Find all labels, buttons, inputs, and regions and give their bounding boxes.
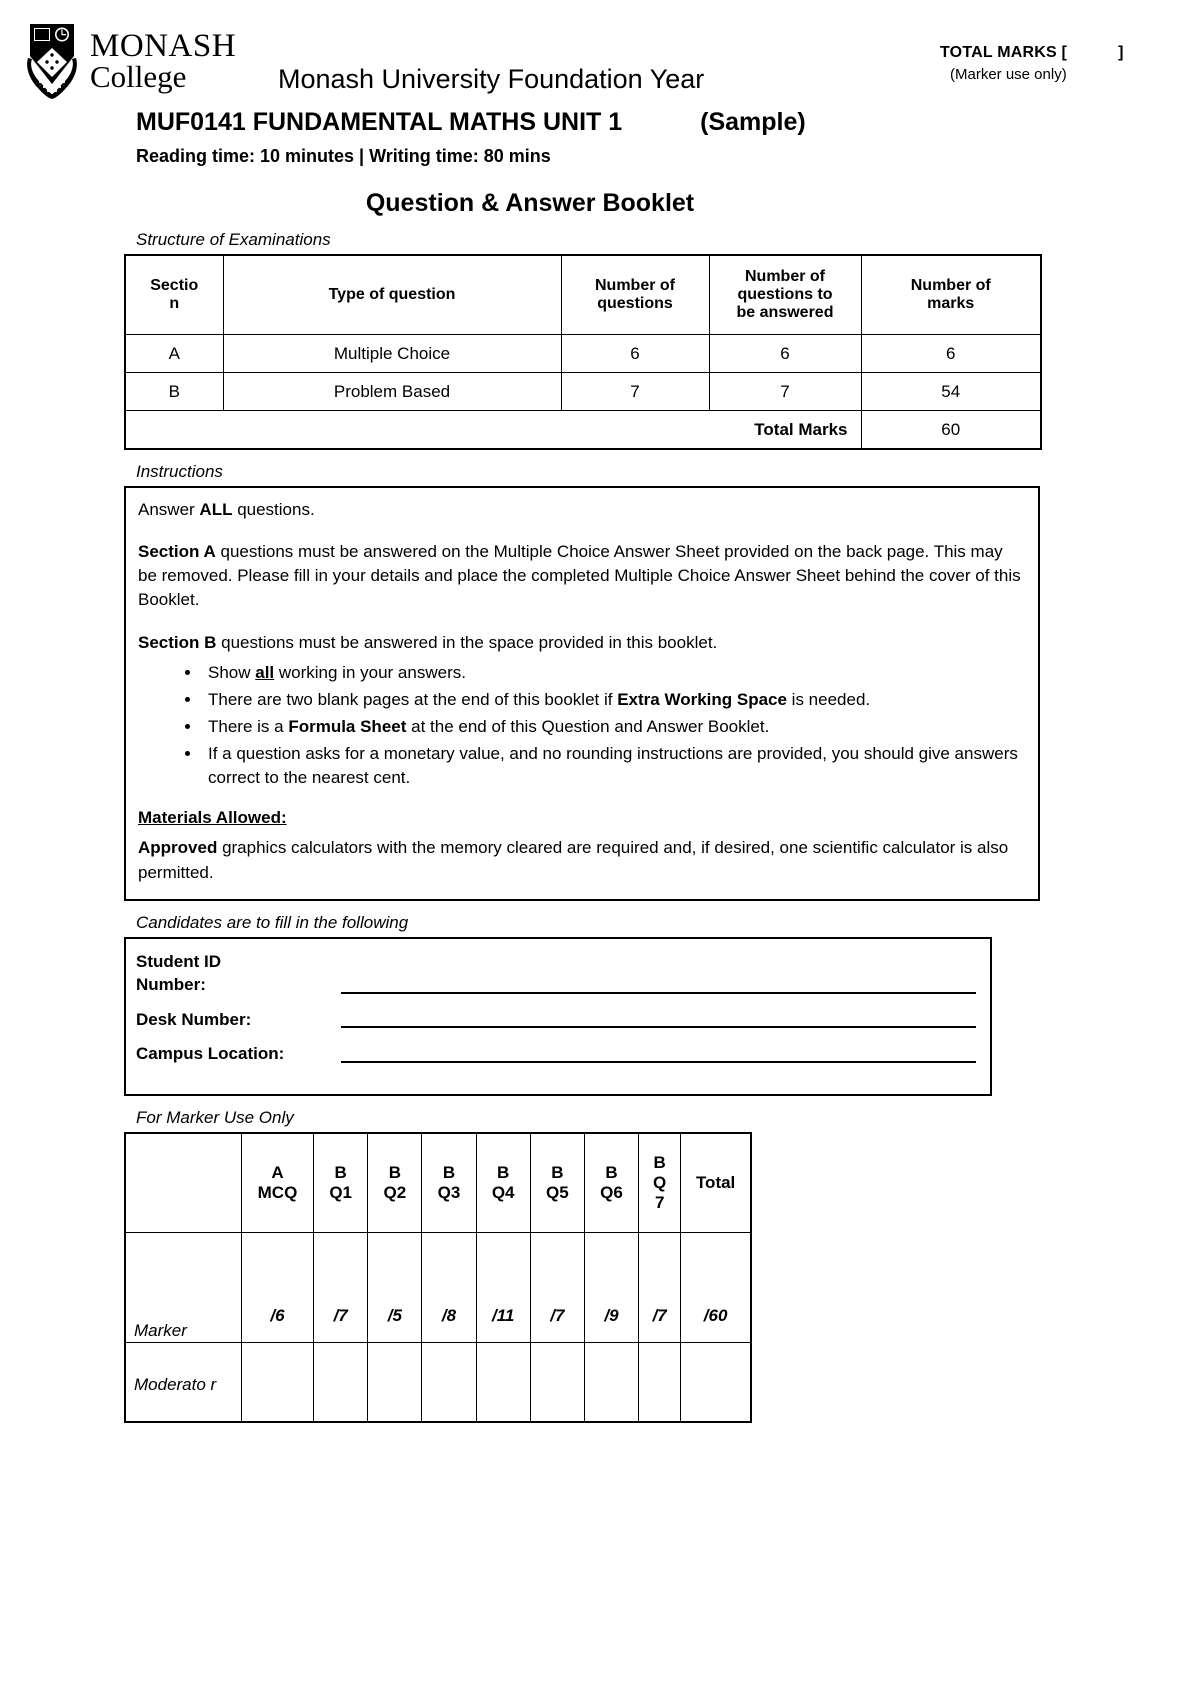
moderator-score-total[interactable] (681, 1343, 751, 1423)
marker-scores-row (125, 1233, 751, 1343)
header-number-of-marks: Number of marks (861, 255, 1041, 335)
header-section-line1: Sectio (150, 277, 199, 294)
instructions-caption: Instructions (136, 462, 223, 481)
cell-num-to-answer: 7 (709, 373, 861, 411)
marker-header-total: Total (681, 1133, 751, 1233)
exam-times: Reading time: 10 minutes | Writing time: 80 mins (136, 146, 551, 166)
total-marks-label-cell: Total Marks (125, 411, 861, 450)
campus-location-input-rule[interactable] (341, 1060, 976, 1063)
structure-of-examinations-table (124, 254, 1042, 450)
faculty-title: Monash University Foundation Year (278, 64, 705, 94)
marker-score-a-mcq[interactable]: /6 (241, 1233, 313, 1343)
instruction-section-a: Section A questions must be answered on the Multiple Choice Answer Sheet provided on the back page. This may be removed. Please fill in your details and place the completed Multiple Choice Answer Sheet behind the cover of this Booklet. (138, 542, 1021, 610)
marker-score-b-q5[interactable]: /7 (530, 1233, 584, 1343)
table-row (125, 373, 1041, 411)
structure-caption: Structure of Examinations (136, 230, 331, 249)
monash-college-logo (24, 22, 264, 100)
candidates-caption: Candidates are to fill in the following (136, 912, 409, 932)
instructions-box (124, 486, 1040, 901)
moderator-score-a-mcq[interactable] (241, 1343, 313, 1423)
instruction-bullets (138, 661, 1026, 791)
field-student-id[interactable] (136, 951, 976, 997)
materials-allowed-text: Approved graphics calculators with the memory cleared are required and, if desired, one scientific calculator is also permitted. (138, 838, 1009, 882)
marker-use-only-note: (Marker use only) (950, 66, 1067, 83)
moderator-score-b-q5[interactable] (530, 1343, 584, 1423)
page-header (0, 0, 1200, 100)
field-desk-number[interactable] (136, 1009, 976, 1032)
marker-score-b-q7[interactable]: /7 (639, 1233, 681, 1343)
campus-location-label: Campus Location: (136, 1044, 285, 1064)
marker-header-a-mcq: A MCQ (241, 1133, 313, 1233)
header-section (125, 255, 223, 335)
title-block (0, 100, 1200, 167)
list-item: • Show all working in your answers. (202, 661, 1026, 685)
marker-row-label: Marker (125, 1233, 241, 1343)
moderator-score-b-q2[interactable] (368, 1343, 422, 1423)
moderator-score-b-q7[interactable] (639, 1343, 681, 1423)
for-marker-use-only-table (124, 1132, 752, 1423)
field-campus-location[interactable] (136, 1043, 976, 1066)
cell-type: Multiple Choice (223, 335, 561, 373)
list-item: • There is a Formula Sheet at the end of this Question and Answer Booklet. (202, 715, 1026, 739)
marker-score-b-q2[interactable]: /5 (368, 1233, 422, 1343)
cell-num-questions: 7 (561, 373, 709, 411)
header-section-line2: n (169, 295, 180, 312)
unit-title: MUF0141 FUNDAMENTAL MATHS UNIT 1 (136, 108, 623, 136)
moderator-score-b-q1[interactable] (314, 1343, 368, 1423)
marker-header-b-q2: B Q2 (368, 1133, 422, 1233)
moderator-row-label: Moderato r (125, 1343, 241, 1423)
total-marks-row (125, 411, 1041, 450)
cell-section: A (125, 335, 223, 373)
booklet-title: Question & Answer Booklet (365, 189, 695, 217)
candidate-details-box (124, 937, 992, 1097)
monash-crest-icon (24, 22, 80, 100)
marker-score-b-q6[interactable]: /9 (584, 1233, 638, 1343)
cell-type: Problem Based (223, 373, 561, 411)
marker-score-total[interactable]: /60 (681, 1233, 751, 1343)
total-marks-value-cell: 60 (861, 411, 1041, 450)
header-number-of-questions: Number of questions (561, 255, 709, 335)
marker-header-b-q4: B Q4 (476, 1133, 530, 1233)
total-marks-label: TOTAL MARKS [ ] (940, 44, 1124, 61)
cell-section: B (125, 373, 223, 411)
list-item: • If a question asks for a monetary value, and no rounding instructions are provided, you should give answers correct to the nearest cent. (202, 742, 1026, 790)
marker-header-b-q7: B Q 7 (639, 1133, 681, 1233)
marker-caption: For Marker Use Only (136, 1108, 294, 1128)
moderator-score-b-q3[interactable] (422, 1343, 476, 1423)
marker-score-b-q3[interactable]: /8 (422, 1233, 476, 1343)
moderator-scores-row (125, 1343, 751, 1423)
logo-monash-text: MONASH (90, 28, 237, 64)
total-marks-block (940, 22, 1160, 83)
sample-tag: (Sample) (700, 108, 806, 136)
list-item: • There are two blank pages at the end of this booklet if Extra Working Space is needed. (202, 688, 1026, 712)
header-questions-to-be-answered: Number of questions to be answered (709, 255, 861, 335)
marker-header-b-q3: B Q3 (422, 1133, 476, 1233)
moderator-score-b-q4[interactable] (476, 1343, 530, 1423)
header-type-of-question: Type of question (223, 255, 561, 335)
materials-allowed-heading: Materials Allowed: (138, 808, 287, 828)
marker-header-b-q6: B Q6 (584, 1133, 638, 1233)
marker-header-b-q1: B Q1 (314, 1133, 368, 1233)
table-header-row (125, 255, 1041, 335)
marker-score-b-q4[interactable]: /11 (476, 1233, 530, 1343)
cell-marks: 6 (861, 335, 1041, 373)
marker-header-blank (125, 1133, 241, 1233)
moderator-score-b-q6[interactable] (584, 1343, 638, 1423)
marker-header-b-q5: B Q5 (530, 1133, 584, 1233)
marker-score-b-q1[interactable]: /7 (314, 1233, 368, 1343)
instruction-section-b: Section B questions must be answered in the space provided in this booklet. (138, 632, 718, 652)
cell-num-to-answer: 6 (709, 335, 861, 373)
desk-number-label: Desk Number: (136, 1009, 252, 1029)
student-id-input-rule[interactable] (341, 991, 976, 994)
instruction-answer-all: Answer ALL questions. (138, 500, 315, 519)
cell-marks: 54 (861, 373, 1041, 411)
desk-number-input-rule[interactable] (341, 1025, 976, 1028)
logo-college-text: College (90, 59, 187, 94)
marker-header-row (125, 1133, 751, 1233)
table-row (125, 335, 1041, 373)
student-id-label: Student ID Number: (136, 951, 221, 994)
cell-num-questions: 6 (561, 335, 709, 373)
